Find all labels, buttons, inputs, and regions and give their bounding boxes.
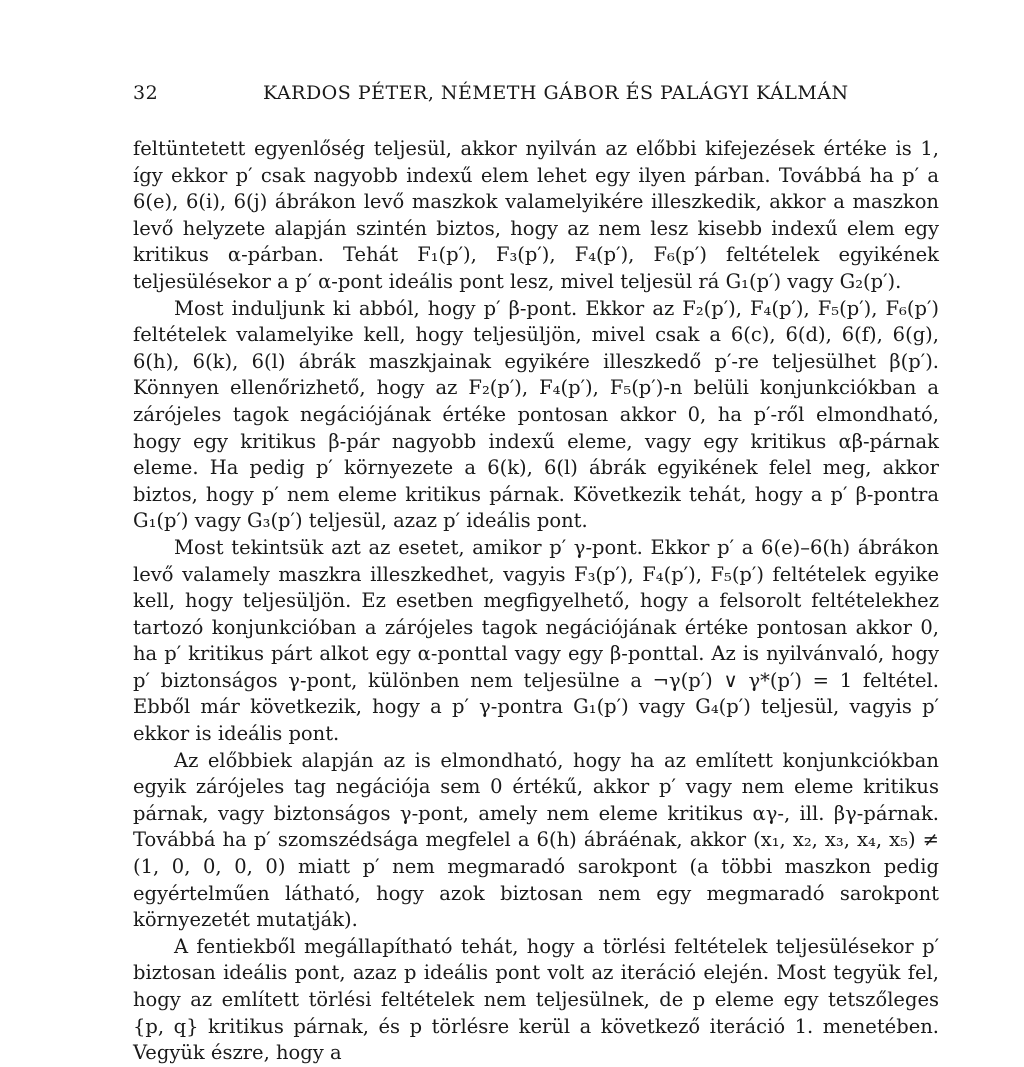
paragraph: Most induljunk ki abból, hogy p′ β-pont. Ekkor az F₂(p′), F₄(p′), F₅(p′), F₆(p′) feltételek valamelyike kell, hogy teljesüljön, mivel csak a 6(c), 6(d), 6(f), 6(g), 6(h), 6(k), 6(l) ábrák maszkjainak egyikére illeszkedő p′-re teljesülhet β(p′). Könnyen ellenőrizhető, hogy az F₂(p′), F₄(p′), F₅(p′)-n belüli konjunkciókban a zárójeles tagok negációjának értéke pontosan akkor 0, ha p′-ről elmondható, hogy egy kritikus β-pár nagyobb indexű eleme, vagy egy kritikus αβ-párnak eleme. Ha pedig p′ környezete a 6(k), 6(l) ábrák egyikének felel meg, akkor biztos, hogy p′ nem eleme kritikus párnak. Következik tehát, hogy a p′ β-pontra G₁(p′) vagy G₃(p′) teljesül, azaz p′ ideális pont. [133,296,939,533]
paragraph: Most tekintsük azt az esetet, amikor p′ γ-pont. Ekkor p′ a 6(e)–6(h) ábrákon levő valamely maszkra illeszkedhet, vagyis F₃(p′), F₄(p′), F₅(p′) feltételek egyike kell, hogy teljesüljön. Ez esetben megfigyelhető, hogy a felsorolt feltételekhez tartozó konjunkcióban a zárójeles tagok negációjának értéke pontosan akkor 0, ha p′ kritikus párt alkot egy α-ponttal vagy egy β-ponttal. Az is nyilvánvaló, hogy p′ biztonságos γ-pont, különben nem teljesülne a ¬γ(p′) ∨ γ*(p′) = 1 feltétel. Ebből már következik, hogy a p′ γ-pontra G₁(p′) vagy G₄(p′) teljesül, vagyis p′ ekkor is ideális pont. [133,535,939,746]
body-text [133,136,939,1067]
paragraph: A fentiekből megállapítható tehát, hogy a törlési feltételek teljesülésekor p′ biztosan ideális pont, azaz p ideális pont volt az iteráció elején. Most tegyük fel, hogy az említett törlési feltételek nem teljesülnek, de p eleme egy tetszőleges {p, q} kritikus párnak, és p törlésre kerül a következő iteráció 1. menetében. Vegyük észre, hogy a [133,934,939,1065]
paragraph: Az előbbiek alapján az is elmondható, hogy ha az említett konjunkciókban egyik zárójeles tag negációja sem 0 értékű, akkor p′ vagy nem eleme kritikus párnak, vagy biztonságos γ-pont, amely nem eleme kritikus αγ-, ill. βγ-párnak. Továbbá ha p′ szomszédsága megfelel a 6(h) ábráénak, akkor (x₁, x₂, x₃, x₄, x₅) ≠ (1, 0, 0, 0, 0) miatt p′ nem megmaradó sarokpont (a többi maszkon pedig egyértelműen látható, hogy azok biztosan nem egy megmaradó sarokpont környezetét mutatják). [133,748,939,932]
page-header [133,82,939,114]
page-number: 32 [133,82,159,104]
running-title: KARDOS PÉTER, NÉMETH GÁBOR ÉS PALÁGYI KÁLMÁN [263,82,849,104]
paragraph: feltüntetett egyenlőség teljesül, akkor nyilván az előbbi kifejezések értéke is 1, így ekkor p′ csak nagyobb indexű elem lehet egy ilyen párban. Továbbá ha p′ a 6(e), 6(i), 6(j) ábrákon levő maszkok valamelyikére illeszkedik, akkor a maszkon levő helyzete alapján szintén biztos, hogy az nem lesz kisebb indexű elem egy kritikus α-párban. Tehát F₁(p′), F₃(p′), F₄(p′), F₆(p′) feltételek egyikének teljesülésekor a p′ α-pont ideális pont lesz, mivel teljesül rá G₁(p′) vagy G₂(p′). [133,137,939,293]
